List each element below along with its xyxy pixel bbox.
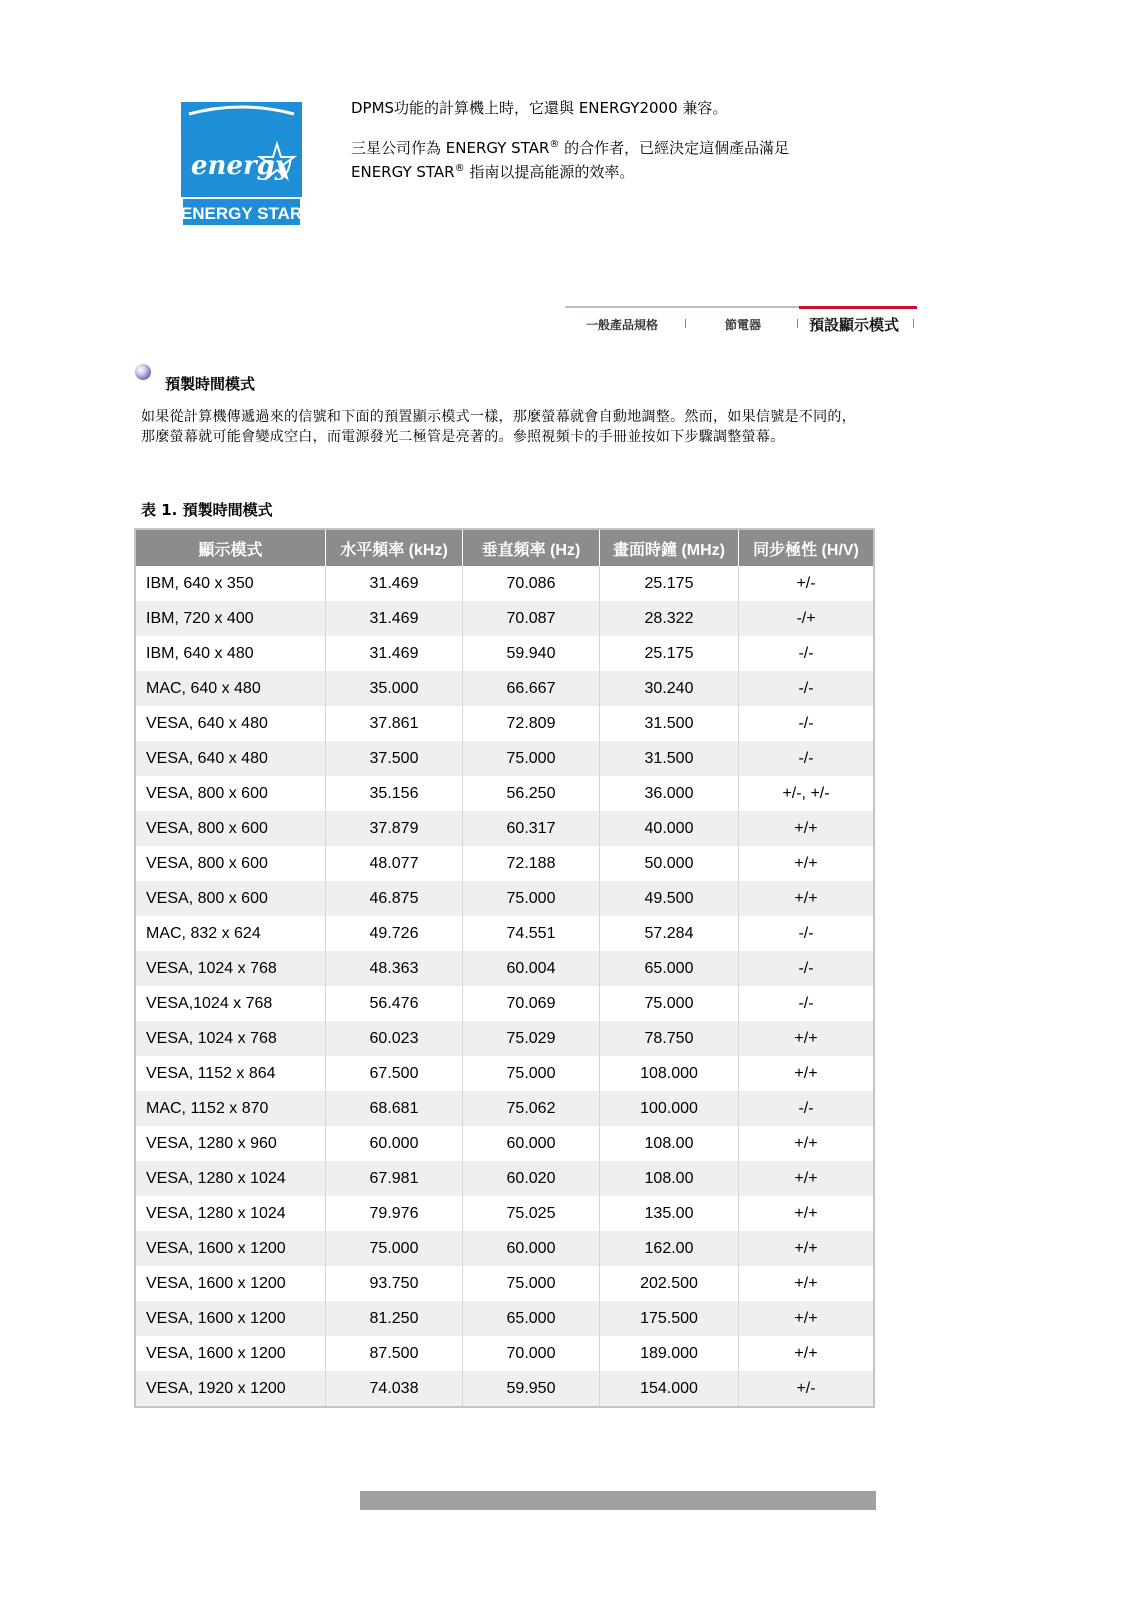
table-row bbox=[136, 1231, 873, 1266]
cell-sync-polarity: -/- bbox=[739, 1091, 873, 1126]
table-row bbox=[136, 566, 873, 601]
cell-horizontal-frequency: 31.469 bbox=[326, 601, 463, 636]
table-row bbox=[136, 1301, 873, 1336]
cell-display-mode: IBM, 720 x 400 bbox=[136, 601, 326, 636]
table-row bbox=[136, 1126, 873, 1161]
cell-pixel-clock: 25.175 bbox=[600, 636, 739, 671]
registered-mark: ® bbox=[549, 139, 560, 150]
tab-separator bbox=[685, 319, 686, 328]
table-row bbox=[136, 1196, 873, 1231]
cell-horizontal-frequency: 75.000 bbox=[326, 1231, 463, 1266]
table-row bbox=[136, 916, 873, 951]
cell-sync-polarity: -/- bbox=[798, 994, 814, 1012]
table-row bbox=[136, 1021, 873, 1056]
energy-star-mark bbox=[181, 102, 302, 227]
cell-vertical-frequency: 75.000 bbox=[463, 881, 600, 916]
cell-horizontal-frequency: 93.750 bbox=[326, 1266, 463, 1301]
cell-pixel-clock: 36.000 bbox=[600, 776, 739, 811]
header-vertical-frequency: 垂直頻率 (Hz) bbox=[463, 530, 600, 566]
cell-sync-polarity: +/+ bbox=[739, 881, 873, 916]
cell-display-mode: VESA, 1280 x 960 bbox=[136, 1126, 326, 1161]
footer-bar bbox=[360, 1491, 876, 1510]
table-row bbox=[136, 1371, 873, 1406]
cell-vertical-frequency: 70.086 bbox=[463, 566, 600, 601]
cell-pixel-clock: 162.00 bbox=[600, 1231, 739, 1266]
intro-p2-c: ENERGY STAR bbox=[351, 163, 455, 181]
cell-pixel-clock: 50.000 bbox=[600, 846, 739, 881]
cell-horizontal-frequency: 68.681 bbox=[326, 1091, 463, 1126]
logo-script-word: energy bbox=[191, 151, 290, 181]
cell-vertical-frequency: 59.940 bbox=[463, 636, 600, 671]
cell-pixel-clock: 100.000 bbox=[600, 1091, 739, 1126]
tab-rule bbox=[565, 306, 799, 308]
intro-paragraph: 如果從計算機傳遞過來的信號和下面的預置顯示模式一樣，那麼螢幕就會自動地調整。然而，如果信號是不同的，那麼螢幕就可能會變成空白，而電源發光二極管是亮著的。參照視頻卡的手冊並按如下步驟調整螢幕。 bbox=[141, 409, 856, 445]
cell-horizontal-frequency: 46.875 bbox=[326, 881, 463, 916]
cell-display-mode: VESA, 1280 x 1024 bbox=[136, 1196, 326, 1231]
bullet-orb-icon bbox=[135, 364, 151, 380]
tab-separator bbox=[913, 319, 914, 328]
cell-horizontal-frequency: 31.469 bbox=[326, 636, 463, 671]
cell-sync-polarity: +/-, +/- bbox=[782, 784, 830, 802]
header-pixel-clock: 畫面時鐘 (MHz) bbox=[600, 530, 739, 566]
cell-horizontal-frequency: 37.879 bbox=[326, 811, 463, 846]
cell-vertical-frequency: 75.000 bbox=[463, 1056, 600, 1091]
energy-star-logo bbox=[181, 102, 302, 227]
table-row bbox=[136, 601, 873, 636]
cell-pixel-clock: 108.00 bbox=[600, 1161, 739, 1196]
cell-horizontal-frequency: 48.363 bbox=[326, 951, 463, 986]
cell-sync-polarity: +/+ bbox=[794, 1274, 818, 1292]
cell-display-mode: VESA, 640 x 480 bbox=[136, 706, 326, 741]
cell-pixel-clock: 154.000 bbox=[600, 1371, 739, 1406]
intro-p2-a: 三星公司作為 ENERGY STAR bbox=[351, 139, 550, 157]
cell-sync-polarity: -/- bbox=[739, 741, 873, 776]
cell-pixel-clock: 175.500 bbox=[600, 1301, 739, 1336]
logo-label: ENERGY STAR bbox=[181, 204, 302, 223]
cell-pixel-clock: 40.000 bbox=[600, 811, 739, 846]
timing-modes-table bbox=[134, 528, 875, 1408]
table-row bbox=[136, 1056, 873, 1091]
cell-horizontal-frequency: 31.469 bbox=[326, 566, 463, 601]
registered-mark: ® bbox=[454, 163, 465, 174]
cell-vertical-frequency: 72.809 bbox=[463, 706, 600, 741]
cell-sync-polarity: +/+ bbox=[739, 1231, 873, 1266]
header-horizontal-frequency: 水平頻率 (kHz) bbox=[326, 530, 463, 566]
cell-display-mode: VESA, 1920 x 1200 bbox=[136, 1371, 326, 1406]
cell-pixel-clock: 202.500 bbox=[600, 1266, 739, 1301]
table-row bbox=[136, 636, 873, 671]
cell-sync-polarity: -/+ bbox=[739, 601, 873, 636]
cell-vertical-frequency: 74.551 bbox=[463, 916, 600, 951]
cell-sync-polarity: +/+ bbox=[739, 1021, 873, 1056]
tab-general-specs[interactable]: 一般產品規格 bbox=[586, 318, 659, 332]
table-row bbox=[136, 1336, 873, 1371]
cell-sync-polarity: -/- bbox=[798, 714, 814, 732]
cell-display-mode: VESA, 1024 x 768 bbox=[136, 1021, 326, 1056]
table-row bbox=[136, 846, 873, 881]
table-row bbox=[136, 881, 873, 916]
cell-display-mode: VESA, 800 x 600 bbox=[136, 811, 326, 846]
cell-display-mode: VESA, 1600 x 1200 bbox=[136, 1336, 326, 1371]
intro-paragraph-2 bbox=[351, 136, 871, 184]
section-tabs bbox=[565, 306, 917, 336]
cell-vertical-frequency: 60.004 bbox=[463, 951, 600, 986]
cell-display-mode: VESA, 800 x 600 bbox=[136, 846, 326, 881]
cell-horizontal-frequency: 37.500 bbox=[326, 741, 463, 776]
cell-horizontal-frequency: 81.250 bbox=[326, 1301, 463, 1336]
cell-pixel-clock: 108.000 bbox=[600, 1056, 739, 1091]
table-row bbox=[136, 1091, 873, 1126]
tab-preset-display-modes[interactable]: 預設顯示模式 bbox=[809, 316, 900, 334]
intro-p2-b: 的合作者，已經決定這個產品滿足 bbox=[559, 139, 790, 157]
cell-vertical-frequency: 75.029 bbox=[463, 1021, 600, 1056]
cell-sync-polarity: +/- bbox=[796, 574, 816, 592]
table-body bbox=[136, 566, 873, 1406]
cell-sync-polarity: +/- bbox=[739, 1371, 873, 1406]
tab-separator bbox=[797, 319, 798, 328]
cell-pixel-clock: 78.750 bbox=[600, 1021, 739, 1056]
table-header-row bbox=[136, 530, 873, 566]
table-row bbox=[136, 741, 873, 776]
cell-horizontal-frequency: 67.981 bbox=[326, 1161, 463, 1196]
cell-vertical-frequency: 60.317 bbox=[463, 811, 600, 846]
cell-vertical-frequency: 60.000 bbox=[463, 1231, 600, 1266]
cell-display-mode: VESA, 800 x 600 bbox=[136, 881, 326, 916]
table-caption: 表 1. 預製時間模式 bbox=[141, 501, 273, 519]
cell-vertical-frequency: 75.000 bbox=[463, 741, 600, 776]
cell-horizontal-frequency: 60.000 bbox=[326, 1126, 463, 1161]
cell-pixel-clock: 30.240 bbox=[600, 671, 739, 706]
table-row bbox=[136, 1266, 873, 1301]
cell-display-mode: VESA,1024 x 768 bbox=[136, 986, 326, 1021]
cell-pixel-clock: 31.500 bbox=[600, 741, 739, 776]
cell-pixel-clock: 189.000 bbox=[600, 1336, 739, 1371]
cell-sync-polarity: +/+ bbox=[739, 1301, 873, 1336]
cell-display-mode: VESA, 1152 x 864 bbox=[136, 1056, 326, 1091]
cell-vertical-frequency: 70.000 bbox=[463, 1336, 600, 1371]
cell-horizontal-frequency: 79.976 bbox=[326, 1196, 463, 1231]
cell-vertical-frequency: 75.062 bbox=[463, 1091, 600, 1126]
table-row bbox=[136, 1161, 873, 1196]
cell-vertical-frequency: 75.025 bbox=[463, 1196, 600, 1231]
cell-horizontal-frequency: 60.023 bbox=[326, 1021, 463, 1056]
cell-pixel-clock: 28.322 bbox=[600, 601, 739, 636]
cell-sync-polarity: -/- bbox=[798, 924, 814, 942]
cell-sync-polarity: +/+ bbox=[794, 1344, 818, 1362]
cell-sync-polarity: -/- bbox=[739, 671, 873, 706]
cell-horizontal-frequency: 48.077 bbox=[326, 846, 463, 881]
cell-vertical-frequency: 60.000 bbox=[463, 1126, 600, 1161]
section-title: 預製時間模式 bbox=[165, 375, 256, 393]
cell-display-mode: VESA, 1280 x 1024 bbox=[136, 1161, 326, 1196]
energy-star-intro bbox=[351, 96, 871, 184]
cell-vertical-frequency: 65.000 bbox=[463, 1301, 600, 1336]
table-row bbox=[136, 951, 873, 986]
cell-display-mode: VESA, 1600 x 1200 bbox=[136, 1266, 326, 1301]
cell-vertical-frequency: 75.000 bbox=[463, 1266, 600, 1301]
header-display-mode: 顯示模式 bbox=[136, 530, 326, 566]
cell-display-mode: VESA, 1024 x 768 bbox=[136, 951, 326, 986]
table-row bbox=[136, 811, 873, 846]
cell-pixel-clock: 49.500 bbox=[600, 881, 739, 916]
cell-pixel-clock: 57.284 bbox=[600, 916, 739, 951]
cell-sync-polarity: +/+ bbox=[794, 1204, 818, 1222]
cell-horizontal-frequency: 35.000 bbox=[326, 671, 463, 706]
cell-horizontal-frequency: 56.476 bbox=[326, 986, 463, 1021]
cell-sync-polarity: +/+ bbox=[794, 1134, 818, 1152]
cell-vertical-frequency: 70.087 bbox=[463, 601, 600, 636]
cell-display-mode: MAC, 832 x 624 bbox=[136, 916, 326, 951]
cell-display-mode: VESA, 1600 x 1200 bbox=[136, 1231, 326, 1266]
cell-sync-polarity: +/+ bbox=[739, 811, 873, 846]
cell-horizontal-frequency: 49.726 bbox=[326, 916, 463, 951]
cell-horizontal-frequency: 74.038 bbox=[326, 1371, 463, 1406]
cell-display-mode: IBM, 640 x 350 bbox=[136, 566, 326, 601]
cell-horizontal-frequency: 67.500 bbox=[326, 1056, 463, 1091]
cell-sync-polarity: -/- bbox=[739, 951, 873, 986]
cell-sync-polarity: +/+ bbox=[739, 1161, 873, 1196]
active-tab-rule bbox=[799, 306, 917, 309]
cell-display-mode: MAC, 1152 x 870 bbox=[136, 1091, 326, 1126]
table-row bbox=[136, 986, 873, 1021]
cell-horizontal-frequency: 35.156 bbox=[326, 776, 463, 811]
intro-line-1: DPMS功能的計算機上時，它還與 ENERGY2000 兼容。 bbox=[351, 99, 728, 117]
cell-horizontal-frequency: 87.500 bbox=[326, 1336, 463, 1371]
cell-vertical-frequency: 56.250 bbox=[463, 776, 600, 811]
cell-pixel-clock: 135.00 bbox=[600, 1196, 739, 1231]
cell-pixel-clock: 65.000 bbox=[600, 951, 739, 986]
cell-vertical-frequency: 60.020 bbox=[463, 1161, 600, 1196]
intro-p2-d: 指南以提高能源的效率。 bbox=[464, 163, 635, 181]
table-row bbox=[136, 671, 873, 706]
cell-display-mode: VESA, 640 x 480 bbox=[136, 741, 326, 776]
cell-vertical-frequency: 59.950 bbox=[463, 1371, 600, 1406]
cell-display-mode: VESA, 1600 x 1200 bbox=[136, 1301, 326, 1336]
cell-sync-polarity: +/+ bbox=[794, 1064, 818, 1082]
cell-vertical-frequency: 72.188 bbox=[463, 846, 600, 881]
cell-vertical-frequency: 66.667 bbox=[463, 671, 600, 706]
cell-sync-polarity: -/- bbox=[798, 644, 814, 662]
cell-pixel-clock: 31.500 bbox=[600, 706, 739, 741]
tab-power-saver[interactable]: 節電器 bbox=[725, 318, 762, 332]
cell-display-mode: MAC, 640 x 480 bbox=[136, 671, 326, 706]
cell-horizontal-frequency: 37.861 bbox=[326, 706, 463, 741]
cell-pixel-clock: 25.175 bbox=[600, 566, 739, 601]
cell-pixel-clock: 75.000 bbox=[600, 986, 739, 1021]
header-sync-polarity: 同步極性 (H/V) bbox=[739, 530, 873, 566]
table-row bbox=[136, 776, 873, 811]
cell-vertical-frequency: 70.069 bbox=[463, 986, 600, 1021]
cell-display-mode: VESA, 800 x 600 bbox=[136, 776, 326, 811]
cell-sync-polarity: +/+ bbox=[794, 854, 818, 872]
table-row bbox=[136, 706, 873, 741]
cell-display-mode: IBM, 640 x 480 bbox=[136, 636, 326, 671]
cell-pixel-clock: 108.00 bbox=[600, 1126, 739, 1161]
